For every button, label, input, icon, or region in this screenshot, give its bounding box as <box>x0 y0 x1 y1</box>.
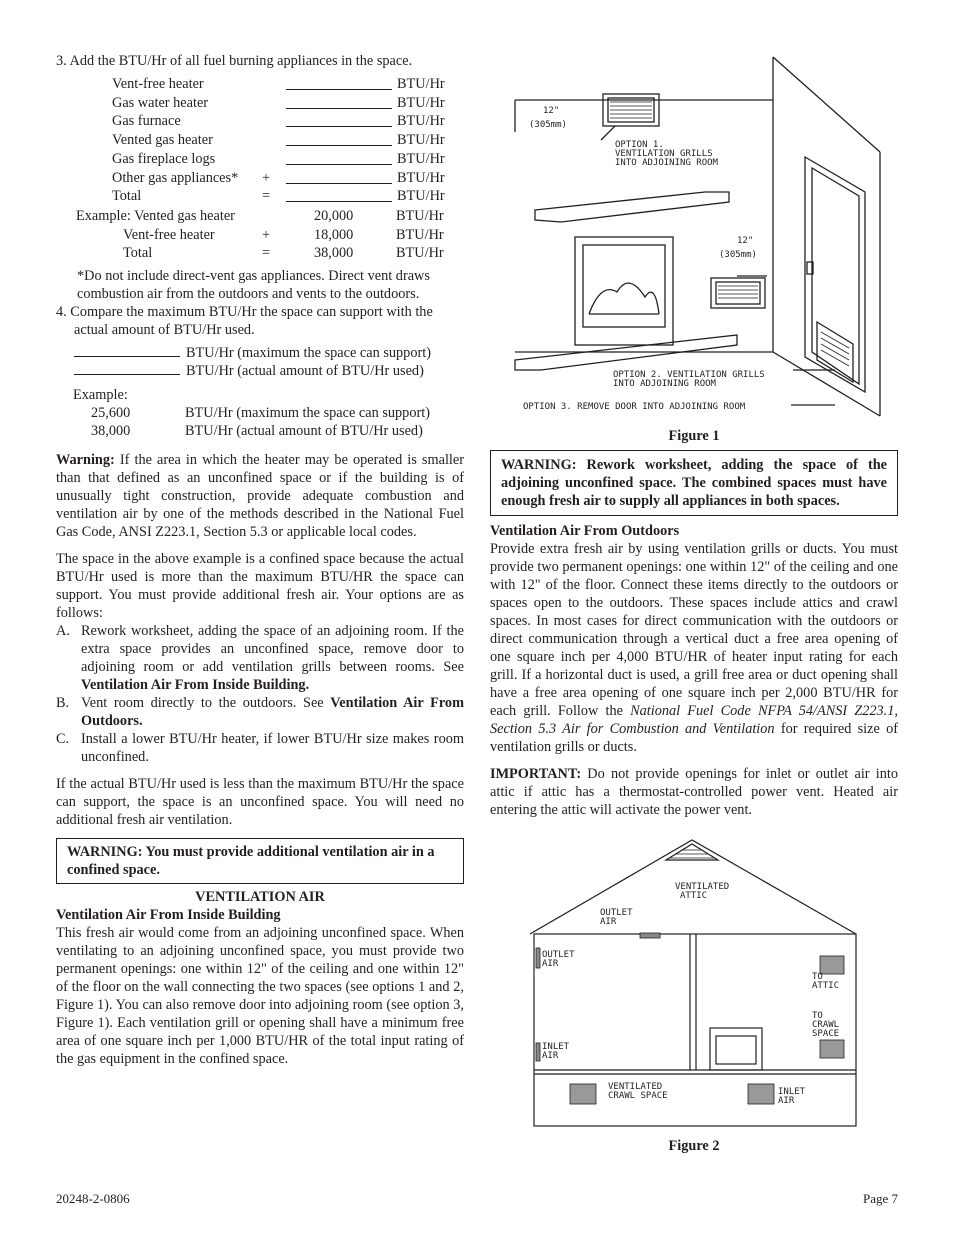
inside-building-text: This fresh air would come from an adjoining unconfined space. When ventilating to an adjoining unconfined space, you must provide two permanent openings: one within 12" of the ceiling and one within 12" of the floor on the wall connecting the two spaces (see options 1 and 2, Figure 1). You can also remove door into adjoining room (see option 3, Figure 1). Each ventilation grill or opening shall have a minimum free area of one square inch per 1,000 BTU/HR of the total input rating of the gas equipment in the confined space. <box>56 924 464 1067</box>
to-attic-label: TO <box>812 972 823 982</box>
dimension-label: (305mm) <box>719 250 757 260</box>
option-b: B. Vent room directly to the outdoors. See Ventilation Air From Outdoors. <box>56 694 464 729</box>
outlet-left-label: OUTLET <box>542 950 575 960</box>
svg-text:CRAWL SPACE: CRAWL SPACE <box>608 1091 668 1101</box>
svg-text:AIR: AIR <box>778 1096 795 1106</box>
svg-text:INTO ADJOINING ROOM: INTO ADJOINING ROOM <box>613 379 716 389</box>
option-a: A. Rework worksheet, adding the space of an adjoining room. If the extra space provides an unconfined space, remove door to adjoining room or add ventilation grills between rooms. See Ventilation Air From Inside Building. <box>56 622 464 693</box>
page-number: Page 7 <box>862 1191 898 1206</box>
options-list <box>56 622 464 766</box>
worksheet-row: Vent-free heater BTU/Hr <box>112 76 445 92</box>
warning-box-confined: WARNING: You must provide additional ventilation air in a confined space. <box>56 838 464 884</box>
right-column <box>490 450 898 819</box>
figure1-caption: Figure 1 <box>668 428 720 444</box>
svg-text:INTO ADJOINING ROOM: INTO ADJOINING ROOM <box>615 158 718 168</box>
svg-text:AIR: AIR <box>542 959 559 969</box>
entry-blank[interactable] <box>286 89 392 90</box>
section-heading: VENTILATION AIR <box>195 888 325 905</box>
worksheet-row: Total = BTU/Hr <box>112 188 445 205</box>
step4-lines: BTU/Hr (maximum the space can support) BTU/Hr (actual amount of BTU/Hr used) <box>74 344 464 380</box>
worksheet-row: Vented gas heater BTU/Hr <box>112 132 445 149</box>
entry-blank[interactable] <box>286 145 392 146</box>
worksheet-row: Gas furnace BTU/Hr <box>112 113 445 130</box>
warning-paragraph: Warning: If the area in which the heater may be operated is smaller than that defined as an unconfined space or if the building is of unusually tight construction, provide adequate combustion and ventilation air by one of the methods described in the National Fuel Gas Code, ANSI Z223.1, Section 5.3 or applicable local codes. <box>56 451 464 540</box>
entry-blank[interactable] <box>286 164 392 165</box>
subsection-heading: Ventilation Air From Inside Building <box>56 906 281 923</box>
inlet-bottom-label: INLET <box>778 1087 806 1097</box>
outlet-top-label: OUTLET <box>600 908 633 918</box>
example-row: Example: Vented gas heater 20,000 BTU/Hr <box>76 208 444 224</box>
entry-blank[interactable] <box>286 183 392 184</box>
dimension-label: 12" <box>543 106 560 116</box>
direct-vent-note: *Do not include direct-vent gas appliances. Direct vent draws combustion air from the outdoors and vents to the outdoors. <box>77 267 430 302</box>
outdoors-text: Provide extra fresh air by using ventilation grills or ducts. You must provide two permanent openings: one within 12" of the ceiling and one with 12" of the floor. Connect these items directly to the outdoors or spaces open to the outdoors. These spaces include attics and crawl spaces. In most cases for direct communication with the outdoors or direct communication through a vertical duct a free area opening of one square inch per 4,000 BTU/HR of heater input rating for each grill. If a horizontal duct is used, a grill free area or duct opening shall have a free area opening of one square inch per 2,000 BTU/HR for each grill. Follow the National Fuel Code NFPA 54/ANSI Z223.1, Section 5.3 Air for Combustion and Ventilation for required size of ventilation grills or ducts. <box>490 541 898 755</box>
svg-text:CRAWL: CRAWL <box>812 1020 840 1030</box>
worksheet-row: Gas fireplace logs BTU/Hr <box>112 150 445 167</box>
inlet-left-label: INLET <box>542 1042 570 1052</box>
to-crawl-label: TO <box>812 1011 823 1021</box>
warning-box-rework: WARNING: Rework worksheet, adding the space of the adjoining unconfined space. The combined spaces must have enough fresh air to supply all appliances in both spaces. <box>490 450 898 516</box>
entry-blank[interactable] <box>286 126 392 127</box>
attic-label: VENTILATED <box>675 882 730 892</box>
example-row: Vent-free heater + 18,000 BTU/Hr <box>123 226 444 243</box>
entry-blank[interactable] <box>74 362 180 375</box>
entry-blank[interactable] <box>286 108 392 109</box>
figure2-caption: Figure 2 <box>668 1138 720 1154</box>
svg-text:ATTIC: ATTIC <box>680 891 708 901</box>
step3-intro: 3. Add the BTU/Hr of all fuel burning appliances in the space. <box>56 53 413 69</box>
svg-text:SPACE: SPACE <box>812 1029 840 1039</box>
option-c: C. Install a lower BTU/Hr heater, if lower BTU/Hr size makes room unconfined. <box>56 730 464 765</box>
svg-text:ATTIC: ATTIC <box>812 981 840 991</box>
figure2-illustration <box>530 838 860 1130</box>
crawl-space-label: VENTILATED <box>608 1082 663 1092</box>
entry-blank[interactable] <box>74 344 180 357</box>
dimension-label: 12" <box>737 236 754 246</box>
important-paragraph: IMPORTANT: Do not provide openings for inlet or outlet air into attic if attic has a thermostat-controlled power vent. Heated air entering the attic will activate the power vent. <box>490 766 898 818</box>
option3-label: OPTION 3. REMOVE DOOR INTO ADJOINING ROOM <box>523 402 746 412</box>
step4-example: Example: 25,600 BTU/Hr (maximum the space can support) 38,000 BTU/Hr (actual amount of BTU/Hr used) <box>73 386 430 439</box>
worksheet-table <box>112 75 464 205</box>
option2-label: OPTION 2. VENTILATION GRILLS <box>613 370 765 380</box>
worksheet-row: Other gas appliances* + BTU/Hr <box>112 169 445 186</box>
figure1-illustration <box>505 52 895 420</box>
step4-intro: 4. Compare the maximum BTU/Hr the space can support with the actual amount of BTU/Hr used. <box>56 303 433 338</box>
dimension-label: (305mm) <box>529 120 567 130</box>
option1-label: OPTION 1. <box>615 140 664 150</box>
confined-paragraph: The space in the above example is a confined space because the actual BTU/Hr used is more than the maximum BTU/HR the space can support. You must provide additional fresh air. Your options are as follows: <box>56 550 464 621</box>
svg-text:VENTILATION GRILLS: VENTILATION GRILLS <box>615 149 713 159</box>
worksheet-row: Gas water heater BTU/Hr <box>112 94 445 111</box>
subsection-heading: Ventilation Air From Outdoors <box>490 523 680 539</box>
example-row: Total = 38,000 BTU/Hr <box>123 245 444 261</box>
entry-blank[interactable] <box>286 201 392 202</box>
svg-text:AIR: AIR <box>542 1051 559 1061</box>
document-number: 20248-2-0806 <box>56 1191 130 1206</box>
svg-text:AIR: AIR <box>600 917 617 927</box>
worksheet-example <box>76 207 464 263</box>
unconfined-paragraph: If the actual BTU/Hr used is less than the maximum BTU/Hr the space can support, the space is an unconfined space. You will need no additional fresh air ventilation. <box>56 775 464 828</box>
left-column <box>56 52 464 1068</box>
